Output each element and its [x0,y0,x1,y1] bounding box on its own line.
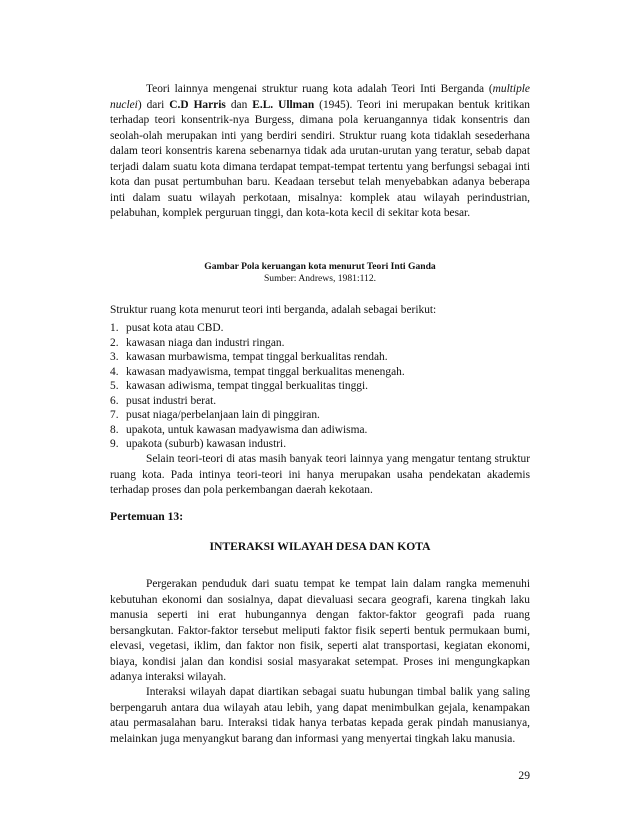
list-item-number: 6. [110,394,119,407]
figure-caption-title: Gambar Pola keruangan kota menurut Teori Inti Ganda [204,261,436,272]
list-item [110,365,530,380]
intro-author-2: E.L. Ullman [252,98,315,111]
list-item-number: 1. [110,322,119,334]
list-item-number: 4. [110,365,119,378]
list-item-number: 7. [110,409,119,421]
intro-paragraph [110,82,530,222]
intro-text-1: Teori lainnya mengenai struktur ruang kota adalah Teori Inti Berganda ( [146,83,493,95]
list-item-text: pusat industri berat. [126,394,217,407]
intro-text-3: dan [225,98,253,111]
list-item-text: kawasan niaga dan industri ringan. [126,336,285,349]
structure-closing-paragraph: Selain teori-teori di atas masih banyak teori lainnya yang mengatur tentang struktur ruang kota. Pada intinya teori-teori ini hanya merupakan usaha pendekatan akademis terhadap proses dan pola perkembangan daerah kekotaan. [110,453,530,496]
intro-italic-term: multiple nuclei [110,83,530,111]
list-item [110,437,530,452]
page-number: 29 [518,769,530,782]
list-item [110,321,530,336]
figure-caption-source: Sumber: Andrews, 1981:112. [263,273,377,284]
list-item-text: upakota, untuk kawasan madyawisma dan adiwisma. [126,423,368,436]
structure-list [110,321,530,452]
list-item [110,423,530,438]
list-item [110,336,530,351]
intro-text-4: (1945). Teori ini merupakan bentuk kritikan terhadap teori konsentrik-nya Burgess, dimana pola keruangannya tidak konsentris dan seolah-olah merupakan inti yang berdiri sendiri. Struktur ruang kota tidaklah sesederhana dalam teori konsentris karena sebenarnya tidak ada urutan-urutan yang teratur, sebab dapat terjadi dalam suatu kota dimana terdapat tempat-tempat tertentu yang berfungsi sebagai inti kota dan pusat pertumbuhan baru. Keadaan tersebut telah menyebabkan adanya beberapa inti dalam suatu wilayah perkotaan, misalnya: komplek atau wilayah perindustrian, pelabuhan, komplek perguruan tinggi, dan kota-kota kecil di sekitar kota besar. [110,98,530,219]
list-item-text: pusat niaga/perbelanjaan lain di pinggiran. [126,409,320,421]
figure-caption [110,261,530,285]
list-item [110,408,530,423]
list-item-number: 5. [110,380,119,392]
intro-author-1: C.D Harris [169,98,226,111]
meeting-label: Pertemuan 13: [110,510,184,523]
chapter-title: INTERAKSI WILAYAH DESA DAN KOTA [209,540,431,553]
list-item-number: 9. [110,438,119,450]
list-item [110,394,530,409]
list-item [110,350,530,365]
interaction-paragraph-1: Pergerakan penduduk dari suatu tempat ke tempat lain dalam rangka memenuhi kebutuhan ekonomi dan sosialnya, dapat dievaluasi secara geografi, karena tingkah laku manusia seperti ini erat hubungannya dengan faktor-faktor geografi pada ruang bersangkutan. Faktor-faktor tersebut meliputi faktor fisik seperti bentuk permukaan bumi, elevasi, vegetasi, iklim, dan faktor non fisik, seperti alat transportasi, kegiatan ekonomi, biaya, kondisi jalan dan kondisi sosial masyarakat setempat. Proses ini mengungkapkan adanya interaksi wilayah. [110,578,530,683]
intro-text-2: ) dari [137,98,170,111]
list-item-text: kawasan madyawisma, tempat tinggal berkualitas menengah. [126,365,405,378]
list-item-text: pusat kota atau CBD. [126,322,224,334]
structure-lead: Struktur ruang kota menurut teori inti berganda, adalah sebagai berikut: [110,304,437,316]
list-item [110,379,530,394]
list-item-number: 2. [110,336,119,349]
list-item-number: 8. [110,423,119,436]
list-item-number: 3. [110,351,119,363]
list-item-text: kawasan adiwisma, tempat tinggal berkualitas tinggi. [126,380,368,392]
list-item-text: kawasan murbawisma, tempat tinggal berkualitas rendah. [126,351,388,363]
list-item-text: upakota (suburb) kawasan industri. [126,438,287,450]
interaction-paragraph-2: Interaksi wilayah dapat diartikan sebagai suatu hubungan timbal balik yang saling berpengaruh antara dua wilayah atau lebih, yang dapat menimbulkan gejala, kenampakan atau permasalahan baru. Interaksi tidak hanya terbatas kepada gerak pindah manusianya, melainkan juga menyangkut barang dan informasi yang menyertai tingkah laku manusia. [110,686,530,745]
